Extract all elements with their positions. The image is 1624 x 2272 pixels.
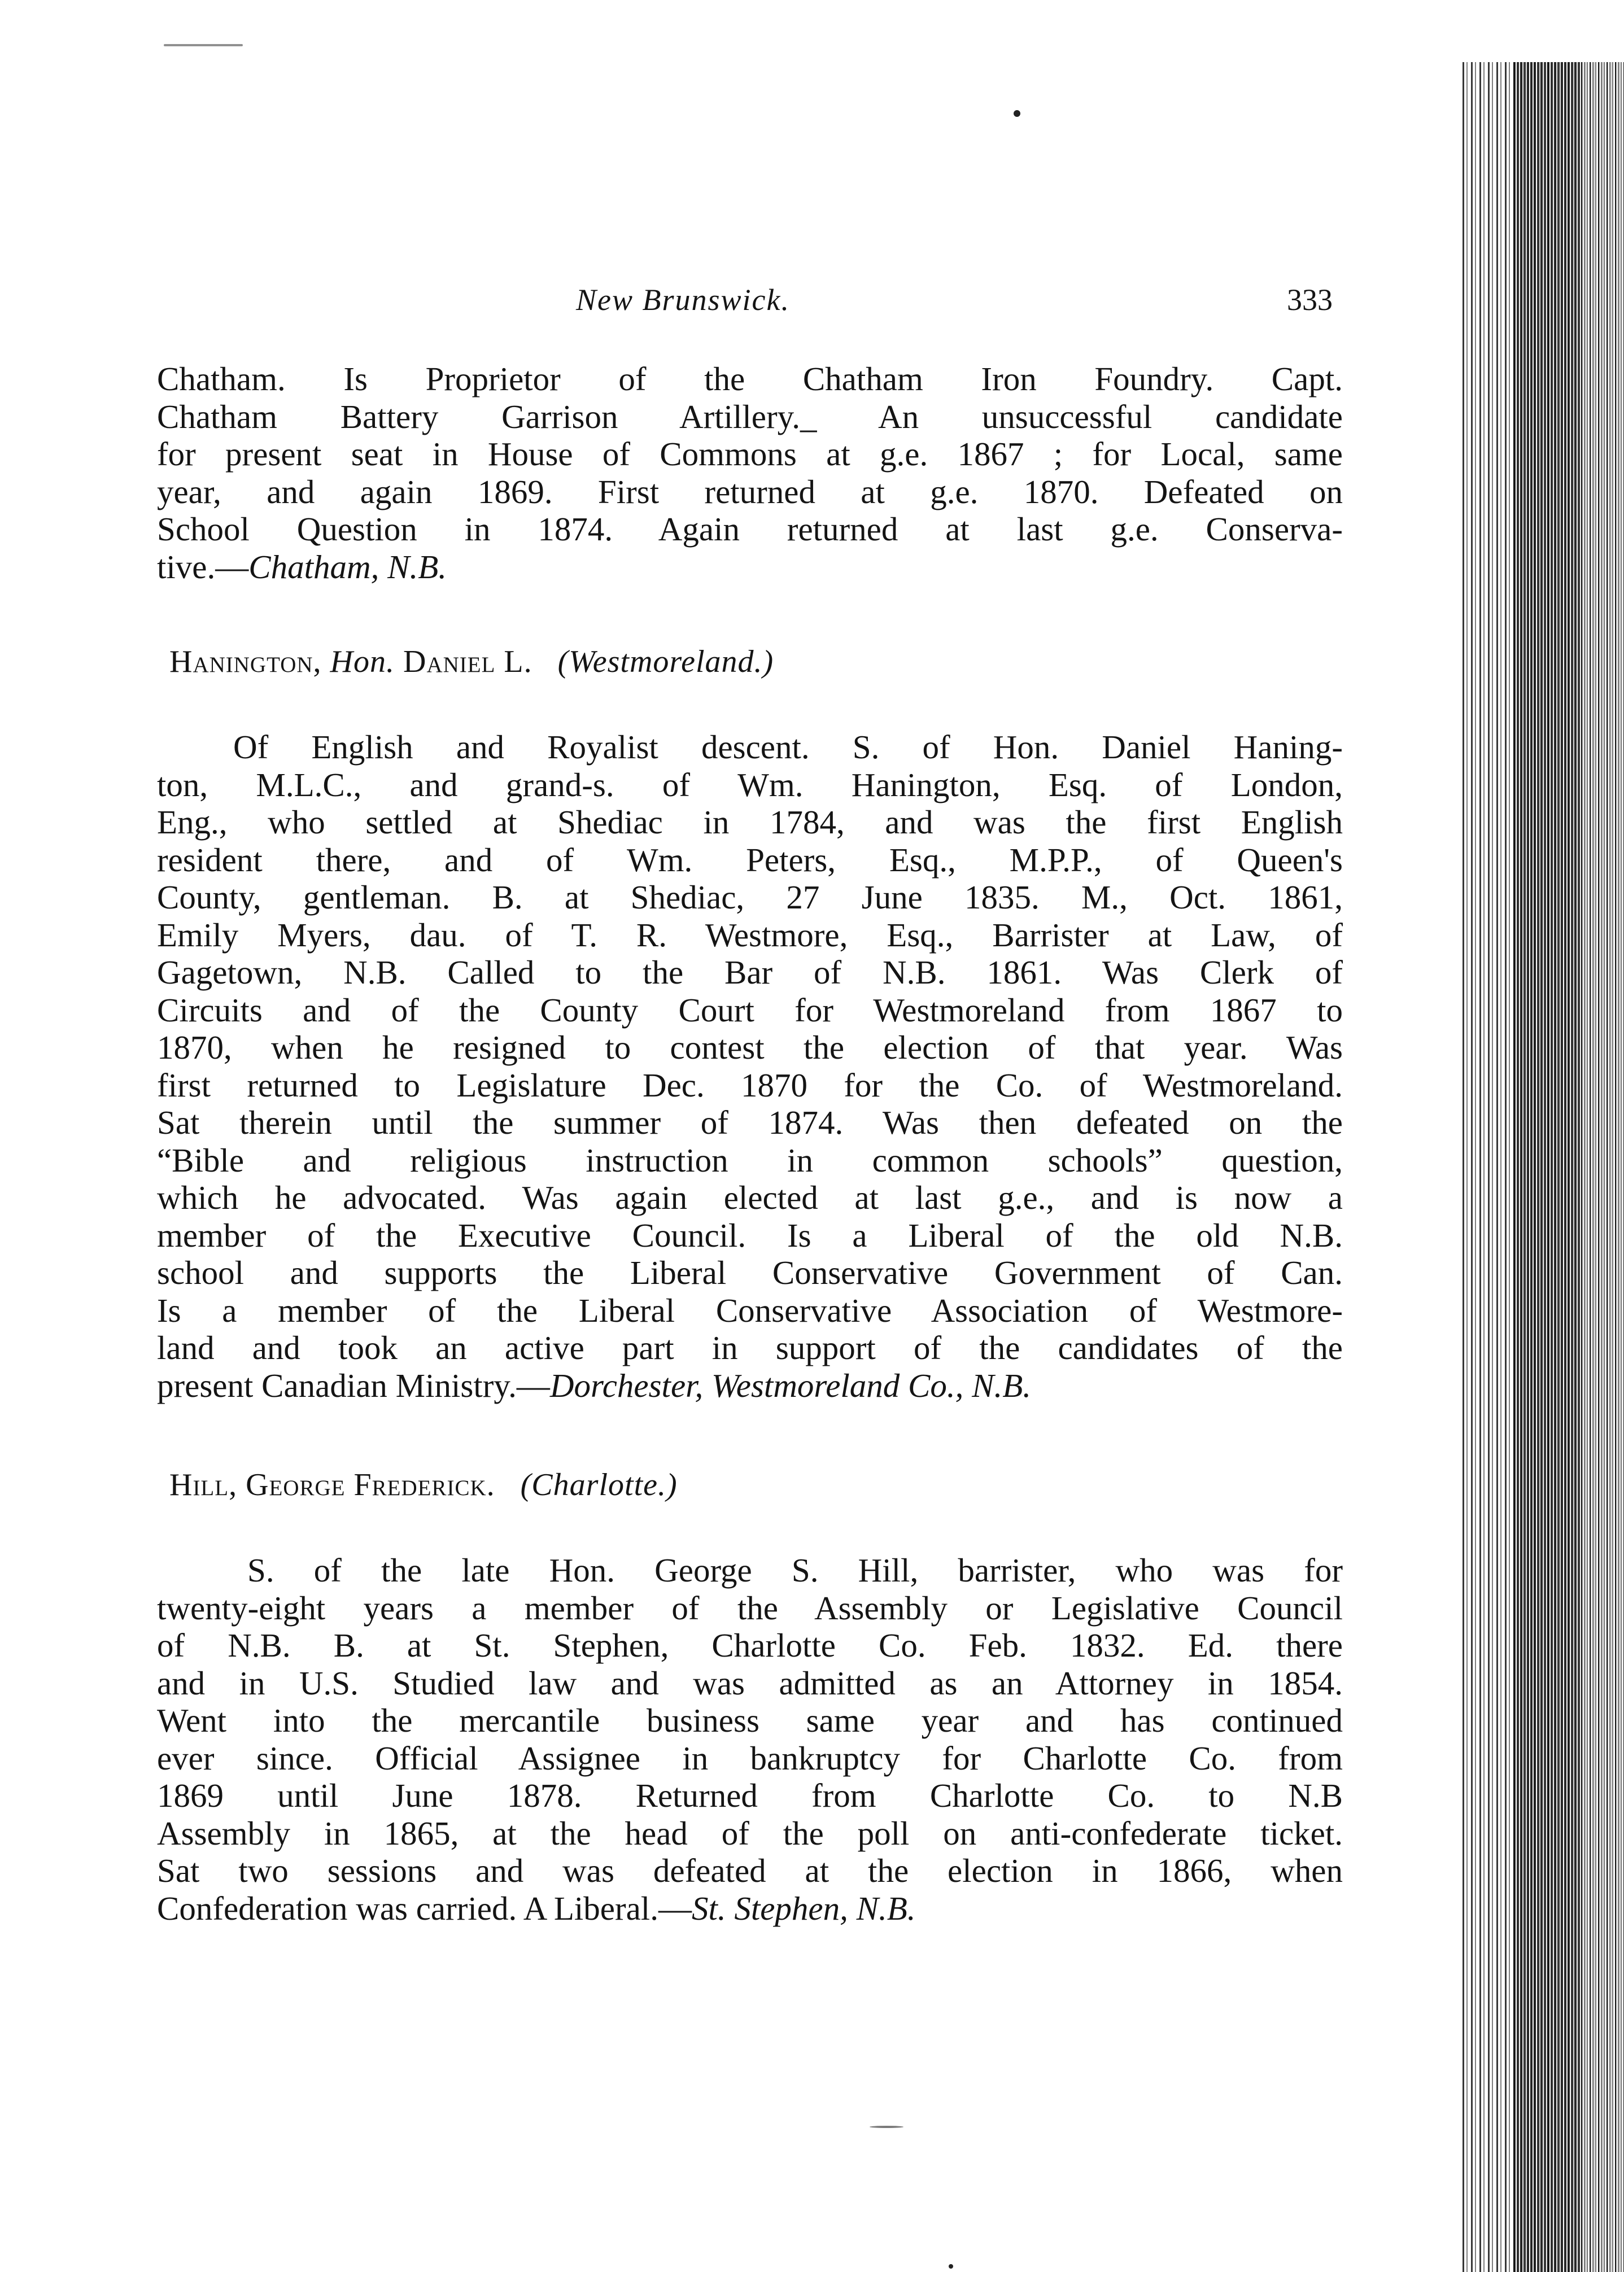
text-line: 1870, when he resigned to contest the election of that year. Was: [157, 1029, 1343, 1066]
text-line: S. of the late Hon. George S. Hill, barrister, who was for: [247, 1552, 1343, 1589]
entry-paragraph: [157, 728, 1343, 1404]
text-line: Sat therein until the summer of 1874. Was then defeated on the: [157, 1104, 1343, 1141]
entry-heading: Hill, George Frederick. (Charlotte.): [169, 1467, 678, 1502]
text-line: ever since. Official Assignee in bankruptcy for Charlotte Co. from: [157, 1739, 1343, 1777]
text-line: Chatham. Is Proprietor of the Chatham Iron Foundry. Capt.: [157, 360, 1343, 397]
entry-heading: Hanington, Hon. Daniel L. (Westmoreland.): [169, 644, 774, 679]
residence: Dorchester, Westmoreland Co., N.B.: [549, 1366, 1032, 1404]
entry-surname: Hill: [169, 1467, 229, 1502]
text-line: Of English and Royalist descent. S. of Hon. Daniel Haning-: [233, 728, 1343, 766]
text-line: school and supports the Liberal Conservative Government of Can.: [157, 1254, 1343, 1291]
text-line: which he advocated. Was again elected at last g.e., and is now a: [157, 1179, 1343, 1216]
closing-text: present Canadian Ministry.—: [157, 1366, 550, 1404]
scan-speck: [949, 2264, 953, 2269]
text-line: Sat two sessions and was defeated at the election in 1866, when: [157, 1852, 1343, 1889]
text-line: Emily Myers, dau. of T. R. Westmore, Esq., Barrister at Law, of: [157, 916, 1343, 954]
text-line: twenty-eight years a member of the Assembly or Legislative Council: [157, 1589, 1343, 1627]
entry-surname: Hanington: [169, 644, 313, 679]
text-line: for present seat in House of Commons at g.e. 1867 ; for Local, same: [157, 435, 1343, 473]
scan-speck: [164, 44, 243, 46]
section-title: New Brunswick.: [576, 283, 790, 317]
text-line: [157, 1890, 1343, 1928]
text-line: Assembly in 1865, at the head of the poll on anti-confederate ticket.: [157, 1814, 1343, 1852]
scan-speck: [1014, 110, 1020, 117]
text-line: ton, M.L.C., and grand-s. of Wm. Hanington, Esq. of London,: [157, 766, 1343, 803]
text-line: School Question in 1874. Again returned at last g.e. Conserva-: [157, 510, 1343, 548]
text-line: Chatham Battery Garrison Artillery._ An unsuccessful candidate: [157, 397, 1343, 435]
text-line: Gagetown, N.B. Called to the Bar of N.B. 1861. Was Clerk of: [157, 954, 1343, 991]
entry-honorific: Hon.: [330, 644, 395, 679]
text-line: 1869 until June 1878. Returned from Charlotte Co. to N.B: [157, 1777, 1343, 1814]
text-line: resident there, and of Wm. Peters, Esq., M.P.P., of Queen's: [157, 841, 1343, 879]
closing-text: tive.—: [157, 548, 249, 586]
residence: St. Stephen, N.B.: [691, 1889, 916, 1927]
running-head: [508, 282, 1333, 333]
text-line: first returned to Legislature Dec. 1870 for the Co. of Westmoreland.: [157, 1066, 1343, 1104]
text-line: “Bible and religious instruction in common schools” question,: [157, 1141, 1343, 1179]
entry-constituency: (Charlotte.): [520, 1467, 678, 1502]
continuation-paragraph: [157, 360, 1343, 586]
text-line: member of the Executive Council. Is a Liberal of the old N.B.: [157, 1216, 1343, 1254]
text-line: of N.B. B. at St. Stephen, Charlotte Co. Feb. 1832. Ed. there: [157, 1627, 1343, 1664]
entry-given-names: Daniel L.: [403, 644, 532, 679]
entry-paragraph: [157, 1552, 1343, 1927]
page-edge: [1581, 62, 1624, 2272]
text-line: year, and again 1869. First returned at g.e. 1870. Defeated on: [157, 473, 1343, 510]
residence: Chatham, N.B.: [248, 548, 447, 586]
scan-speck: [870, 2126, 903, 2128]
entry-given-names: George Frederick.: [246, 1467, 495, 1502]
text-line: Is a member of the Liberal Conservative Association of Westmore-: [157, 1291, 1343, 1329]
text-line: land and took an active part in support of the candidates of the: [157, 1329, 1343, 1366]
text-line: Circuits and of the County Court for Westmoreland from 1867 to: [157, 991, 1343, 1029]
closing-text: Confederation was carried. A Liberal.—: [157, 1889, 692, 1927]
page-number: 333: [1287, 283, 1333, 317]
binding-gutter-shadow: [1513, 62, 1581, 2272]
text-line: and in U.S. Studied law and was admitted as an Attorney in 1854.: [157, 1664, 1343, 1702]
text-line: County, gentleman. B. at Shediac, 27 June 1835. M., Oct. 1861,: [157, 879, 1343, 916]
text-line: Went into the mercantile business same year and has continued: [157, 1702, 1343, 1739]
entry-constituency: (Westmoreland.): [557, 644, 774, 679]
text-line: Eng., who settled at Shediac in 1784, and was the first English: [157, 803, 1343, 841]
text-line: [157, 548, 1343, 586]
text-line: [157, 1367, 1343, 1405]
